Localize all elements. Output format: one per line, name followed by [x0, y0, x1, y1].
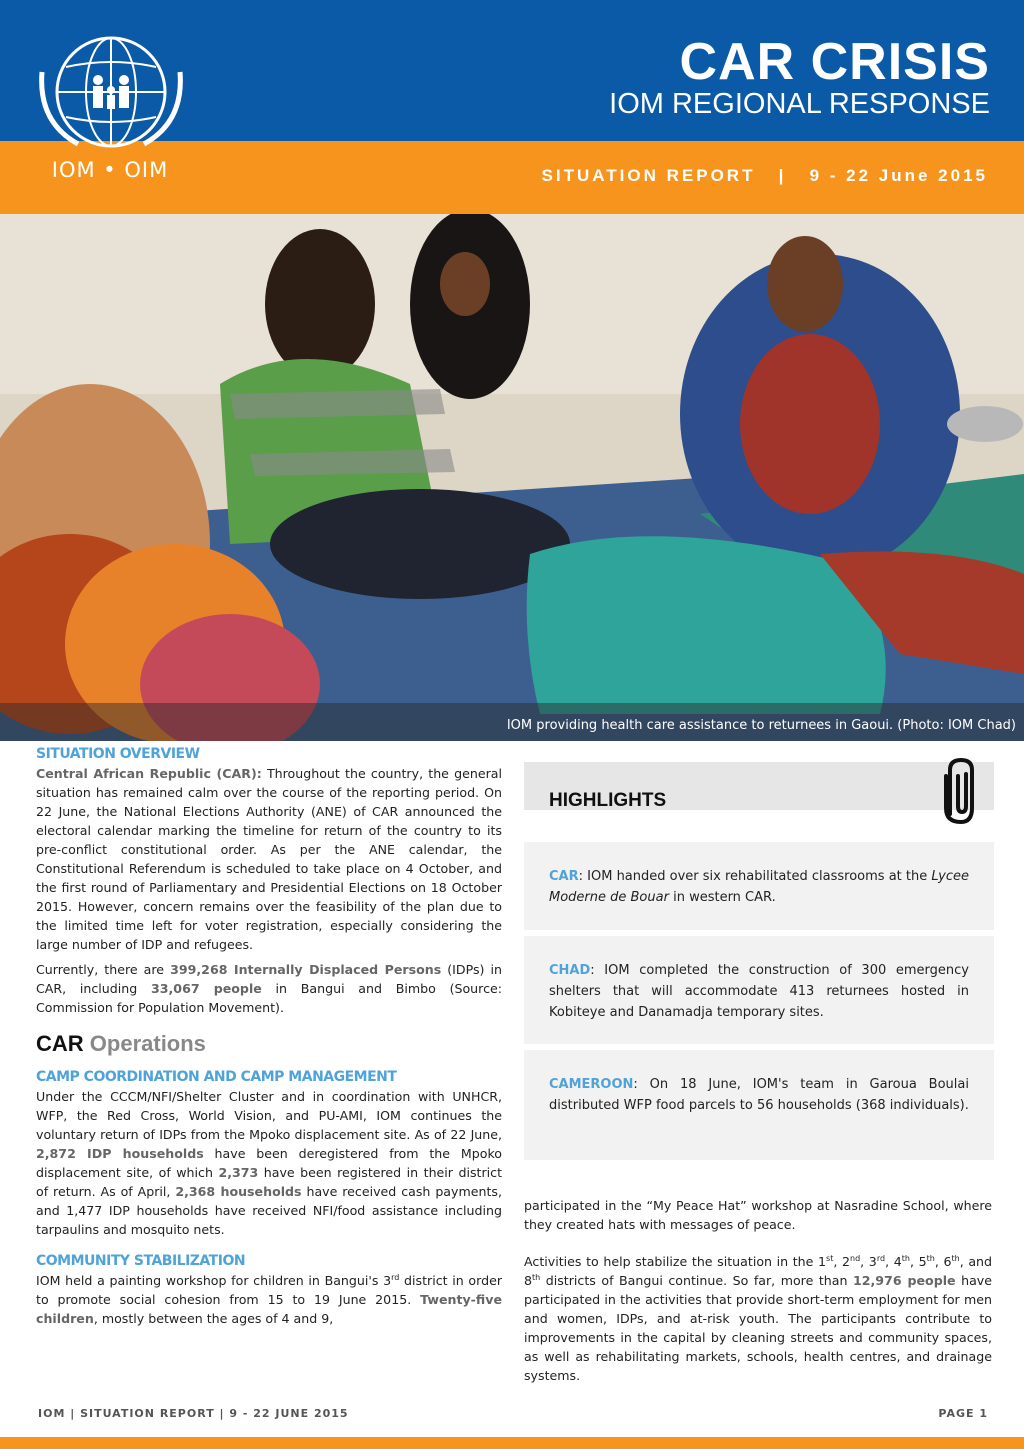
highlight-text — [549, 1074, 969, 1116]
cont-b: districts of Bangui continue. So far, more than — [540, 1273, 853, 1288]
cont-c: , 3 — [860, 1254, 877, 1269]
highlight-text — [549, 960, 969, 1023]
highlight-text-a: : On 18 June, IOM's team in Garoua Boulai distributed WFP food parcels to 56 households (368 individuals). — [549, 1077, 969, 1113]
operations-heading-gray: Operations — [83, 1031, 206, 1056]
overview-bangui-count: 33,067 people — [151, 981, 262, 996]
cover-photo-illustration — [0, 214, 1024, 741]
highlight-item-car — [524, 842, 994, 930]
cccm-paragraph — [36, 1087, 502, 1239]
cs-a: IOM held a painting workshop for children in Bangui's 3 — [36, 1273, 392, 1288]
highlight-country: CAMEROON — [549, 1077, 634, 1092]
cont-sup: rd — [876, 1253, 886, 1263]
cccm-registered: 2,373 — [218, 1165, 259, 1180]
highlight-text — [549, 866, 969, 908]
footer-left: IOM | SITUATION REPORT | 9 - 22 JUNE 2015 — [38, 1407, 349, 1420]
cont-sup: th — [926, 1253, 935, 1263]
logo-text: IOM • OIM — [51, 158, 169, 182]
highlight-text-b: in western CAR. — [668, 890, 776, 905]
community-stabilization-heading: COMMUNITY STABILIZATION — [36, 1253, 246, 1269]
report-date: 9 - 22 June 2015 — [809, 166, 988, 185]
report-separator: | — [778, 166, 787, 185]
cont-c: , 4 — [885, 1254, 902, 1269]
cont-sup: th — [951, 1253, 960, 1263]
overview-p2-a: Currently, there are — [36, 962, 171, 977]
page-number: PAGE 1 — [938, 1407, 988, 1420]
cont-c: , 2 — [833, 1254, 851, 1269]
page-title: CAR CRISIS — [679, 33, 990, 91]
overview-text: Throughout the country, the general situation has remained calm over the course of the reporting period. On 22 June, the National Elections Authority (ANE) of CAR announced the electoral calendar marking the timeline for return of the country to its pre-conflict constitutional order. As per the ANE calendar, the Constitutional Referendum is scheduled to take place on 4 October, and the first round of Parliamentary and Presidential Elections on 18 October 2015. However, concern remains over the feasibility of the plan due to the limited time left for voter registration, especially considering the large number of IDP and refugees. — [36, 766, 502, 952]
highlights-title: HIGHLIGHTS — [549, 790, 667, 811]
cont-d: have participated in the activities that provide short-term employment for men and women, IDPs, and at-risk youth. The participants contribute to improvements in the capital by cleaning streets and community spaces, as well as rehabilitating markets, schools, health centres, and drainage systems. — [524, 1273, 992, 1383]
cccm-cash-households: 2,368 households — [175, 1184, 302, 1199]
page-subtitle: IOM REGIONAL RESPONSE — [609, 88, 990, 120]
overview-p2-e: in Bangui and Bimbo (Source: Commission for Population Movement). — [36, 981, 502, 1015]
highlight-item-cameroon — [524, 1050, 994, 1160]
photo-caption: IOM providing health care assistance to returnees in Gaoui. (Photo: IOM Chad) — [506, 718, 1016, 733]
highlight-country: CAR — [549, 869, 579, 884]
highlight-item-chad — [524, 936, 994, 1044]
cover-photo — [0, 214, 1024, 741]
cs-sup: rd — [391, 1272, 400, 1282]
highlights-box — [524, 762, 994, 1162]
cccm-e: have been registered in their district of return. As of April, — [36, 1165, 503, 1199]
cs-b: district in order to promote social cohesion from 15 to 19 June 2015. — [36, 1273, 502, 1307]
cont-sup: st — [826, 1253, 834, 1263]
cccm-households: 2,872 IDP households — [36, 1146, 204, 1161]
cs-d: , mostly between the ages of 4 and 9, — [93, 1311, 334, 1326]
situation-overview-heading: SITUATION OVERVIEW — [36, 746, 200, 762]
operations-heading-dark: CAR — [36, 1031, 84, 1056]
cont-sup: th — [532, 1272, 541, 1282]
cccm-heading: CAMP COORDINATION AND CAMP MANAGEMENT — [36, 1069, 397, 1085]
overview-paragraph-1 — [36, 764, 502, 954]
highlight-text-a: : IOM completed the construction of 300 emergency shelters that will accommodate 413 returnees hosted in Kobiteye and Danamadja temporary sites. — [549, 963, 969, 1020]
cccm-g: have received cash payments, and 1,477 IDP households have received NFI/food assistance including tarpaulins and mosquito nets. — [36, 1184, 502, 1237]
report-line — [542, 166, 988, 186]
operations-heading — [36, 1031, 502, 1057]
cont-c: , 5 — [909, 1254, 927, 1269]
cont-sup: th — [901, 1253, 910, 1263]
overview-lead: Central African Republic (CAR): — [36, 766, 262, 781]
overview-p2-c: (IDPs) in CAR, including — [36, 962, 502, 996]
cccm-c: have been deregistered from the Mpoko displacement site, of which — [36, 1146, 502, 1180]
report-label: SITUATION REPORT — [541, 166, 756, 185]
cont-sup: nd — [850, 1253, 861, 1263]
community-stabilization-paragraph — [36, 1271, 502, 1328]
cont-participants: 12,976 people — [852, 1273, 956, 1288]
highlight-text-em: Lycee Moderne de Bouar — [549, 869, 969, 905]
continued-paragraph-2 — [524, 1252, 992, 1385]
footer-bar — [0, 1437, 1024, 1449]
cs-children: Twenty-five children — [36, 1292, 502, 1326]
cccm-a: Under the CCCM/NFI/Shelter Cluster and in coordination with UNHCR, WFP, the Red Cross, World Vision, and PU-AMI, IOM continues the voluntary return of IDPs from the Mpoko displacement site. As of 22 June, — [36, 1089, 502, 1142]
right-column — [524, 1196, 992, 1391]
paperclip-icon — [936, 756, 986, 828]
left-column — [36, 746, 502, 1334]
overview-idp-count: 399,268 Internally Displaced Persons — [170, 962, 442, 977]
iom-logo-icon — [38, 32, 184, 152]
continued-paragraph-1: participated in the “My Peace Hat” workshop at Nasradine School, where they created hats with messages of peace. — [524, 1198, 992, 1232]
highlight-text-a: : IOM handed over six rehabilitated classrooms at the — [578, 869, 932, 884]
cont-c: , 6 — [934, 1254, 952, 1269]
cont-a: Activities to help stabilize the situation in the 1 — [524, 1254, 827, 1269]
highlight-country: CHAD — [549, 963, 591, 978]
overview-paragraph-2 — [36, 960, 502, 1017]
cont-c: , and 8 — [524, 1254, 993, 1288]
